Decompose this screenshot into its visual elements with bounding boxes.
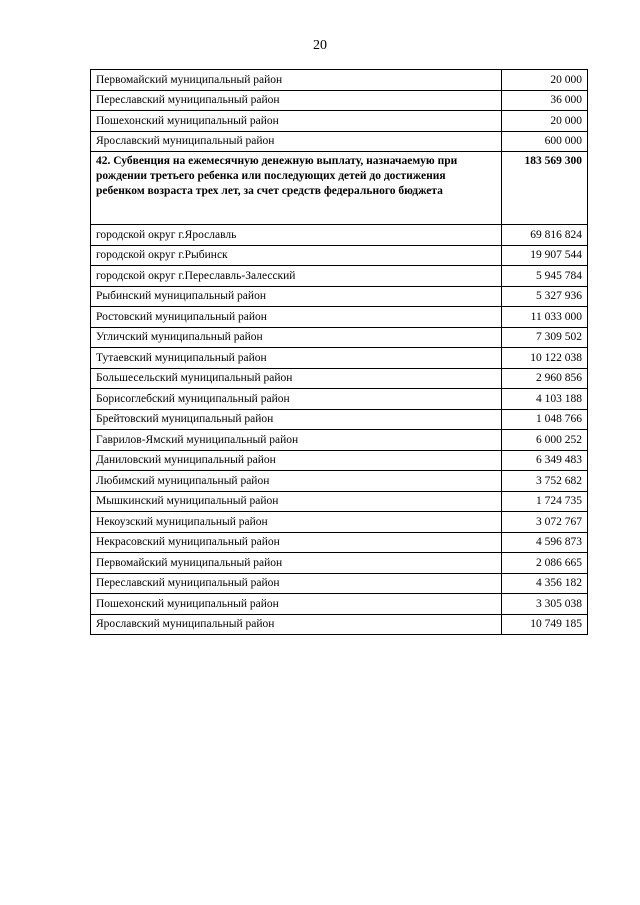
municipality-name: городской округ г.Переславль-Залесский xyxy=(91,266,502,287)
table-row xyxy=(91,409,588,430)
municipality-name: Борисоглебский муниципальный район xyxy=(91,389,502,410)
amount-value: 3 072 767 xyxy=(502,512,588,533)
municipality-name: Мышкинский муниципальный район xyxy=(91,491,502,512)
table-row xyxy=(91,430,588,451)
amount-value: 36 000 xyxy=(502,90,588,111)
table-row xyxy=(91,368,588,389)
amount-value: 5 945 784 xyxy=(502,266,588,287)
amount-value: 69 816 824 xyxy=(502,225,588,246)
table-row xyxy=(91,532,588,553)
amount-value: 4 596 873 xyxy=(502,532,588,553)
budget-table xyxy=(90,69,588,635)
table-row xyxy=(91,348,588,369)
municipality-name: городской округ г.Ярославль xyxy=(91,225,502,246)
amount-value: 600 000 xyxy=(502,131,588,152)
amount-value: 10 122 038 xyxy=(502,348,588,369)
table-row xyxy=(91,307,588,328)
municipality-name: Любимский муниципальный район xyxy=(91,471,502,492)
table-row xyxy=(91,389,588,410)
table-row xyxy=(91,491,588,512)
municipality-name: Пошехонский муниципальный район xyxy=(91,594,502,615)
table-row xyxy=(91,594,588,615)
table-row xyxy=(91,327,588,348)
municipality-name: Ростовский муниципальный район xyxy=(91,307,502,328)
municipality-name: Брейтовский муниципальный район xyxy=(91,409,502,430)
table-row xyxy=(91,70,588,91)
municipality-name: Первомайский муниципальный район xyxy=(91,553,502,574)
table-row xyxy=(91,553,588,574)
amount-value: 11 033 000 xyxy=(502,307,588,328)
amount-value: 10 749 185 xyxy=(502,614,588,635)
amount-value: 4 356 182 xyxy=(502,573,588,594)
amount-value: 4 103 188 xyxy=(502,389,588,410)
municipality-name: Рыбинский муниципальный район xyxy=(91,286,502,307)
municipality-name: Тутаевский муниципальный район xyxy=(91,348,502,369)
amount-value: 20 000 xyxy=(502,70,588,91)
amount-value: 3 305 038 xyxy=(502,594,588,615)
table-row xyxy=(91,90,588,111)
municipality-name: Ярославский муниципальный район xyxy=(91,131,502,152)
amount-value: 20 000 xyxy=(502,111,588,132)
municipality-name: Первомайский муниципальный район xyxy=(91,70,502,91)
municipality-name: Пошехонский муниципальный район xyxy=(91,111,502,132)
amount-value: 5 327 936 xyxy=(502,286,588,307)
section-amount: 183 569 300 xyxy=(502,152,588,225)
table-row xyxy=(91,111,588,132)
table-row xyxy=(91,266,588,287)
municipality-name: Переславский муниципальный район xyxy=(91,90,502,111)
table-row xyxy=(91,131,588,152)
municipality-name: Большесельский муниципальный район xyxy=(91,368,502,389)
page-number: 20 xyxy=(313,38,327,53)
municipality-name: Переславский муниципальный район xyxy=(91,573,502,594)
table-row xyxy=(91,245,588,266)
table-row xyxy=(91,512,588,533)
municipality-name: Некрасовский муниципальный район xyxy=(91,532,502,553)
amount-value: 2 960 856 xyxy=(502,368,588,389)
amount-value: 2 086 665 xyxy=(502,553,588,574)
amount-value: 6 349 483 xyxy=(502,450,588,471)
municipality-name: Даниловский муниципальный район xyxy=(91,450,502,471)
amount-value: 7 309 502 xyxy=(502,327,588,348)
section-title: 42. Субвенция на ежемесячную денежную выплату, назначаемую при рождении третьего ребенка или последующих детей до достижения ребенком возраста трех лет, за счет средств федерального бюджета xyxy=(91,152,502,225)
municipality-name: Гаврилов-Ямский муниципальный район xyxy=(91,430,502,451)
amount-value: 1 048 766 xyxy=(502,409,588,430)
table-row xyxy=(91,573,588,594)
municipality-name: Некоузский муниципальный район xyxy=(91,512,502,533)
amount-value: 1 724 735 xyxy=(502,491,588,512)
amount-value: 19 907 544 xyxy=(502,245,588,266)
municipality-name: Угличский муниципальный район xyxy=(91,327,502,348)
table-row xyxy=(91,286,588,307)
table-row xyxy=(91,450,588,471)
amount-value: 6 000 252 xyxy=(502,430,588,451)
table-row xyxy=(91,471,588,492)
municipality-name: городской округ г.Рыбинск xyxy=(91,245,502,266)
municipality-name: Ярославский муниципальный район xyxy=(91,614,502,635)
table-row xyxy=(91,614,588,635)
amount-value: 3 752 682 xyxy=(502,471,588,492)
section-header-row xyxy=(91,152,588,225)
table-row xyxy=(91,225,588,246)
